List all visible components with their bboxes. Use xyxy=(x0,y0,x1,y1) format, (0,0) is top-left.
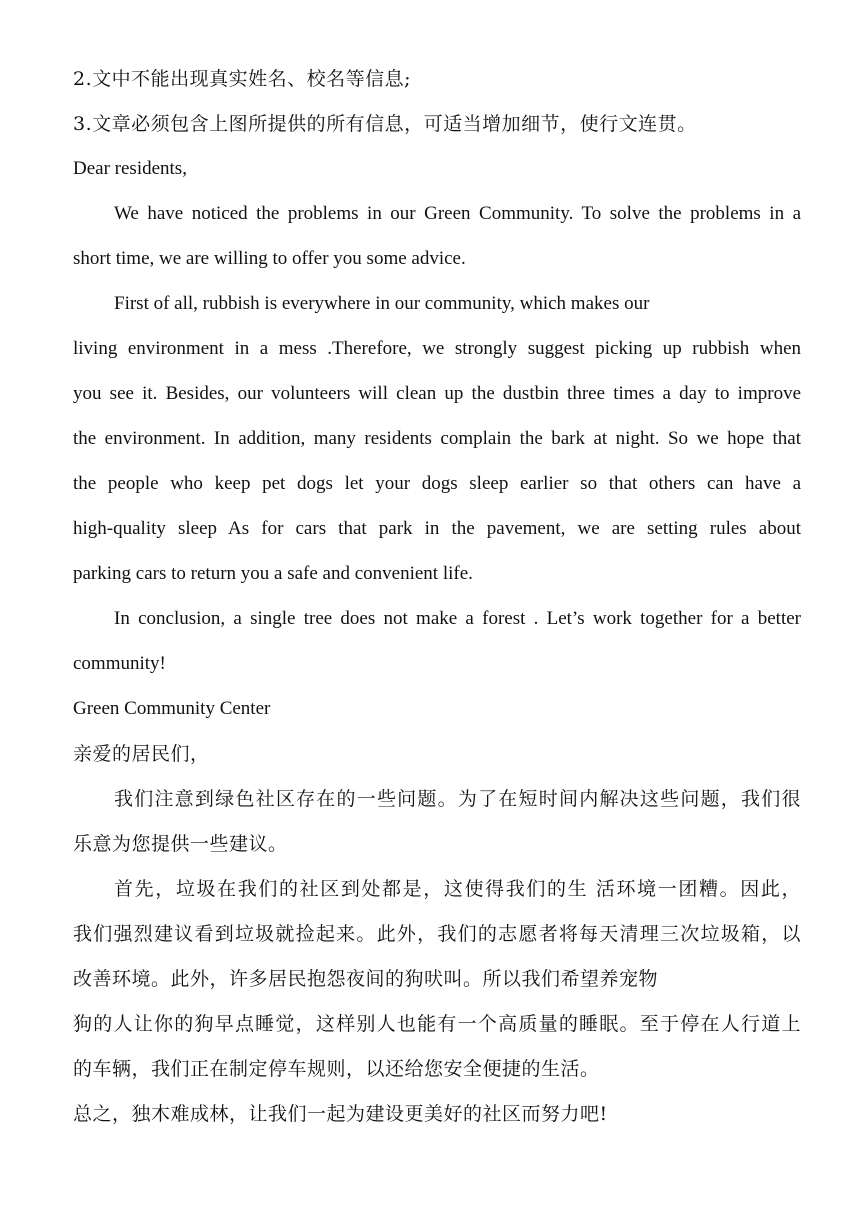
letter-en-line: high-quality sleep As for cars that park in the pavement, we are setting rules about xyxy=(73,518,801,539)
letter-signature-en: Green Community Center xyxy=(73,698,271,719)
letter-cn-line: 的车辆，我们正在制定停车规则，以还给您安全便捷的生活。 xyxy=(73,1058,600,1080)
instruction-item-3: 3.文章必须包含上图所提供的所有信息，可适当增加细节，使行文连贯。 xyxy=(73,113,697,135)
letter-en-line: the people who keep pet dogs let your dogs sleep earlier so that others can have a xyxy=(73,473,801,494)
letter-en-line: short time, we are willing to offer you some advice. xyxy=(73,248,466,269)
letter-cn-line: 改善环境。此外，许多居民抱怨夜间的狗吠叫。所以我们希望养宠物 xyxy=(73,968,659,990)
letter-en-line: the environment. In addition, many residents complain the bark at night. So we hope that xyxy=(73,428,801,449)
instruction-item-2: 2.文中不能出现真实姓名、校名等信息; xyxy=(73,68,412,90)
letter-salutation-cn: 亲爱的居民们， xyxy=(73,743,210,765)
letter-cn-line: 首先，垃圾在我们的社区到处都是，这使得我们的生 活环境一团糟。因此， xyxy=(114,878,801,900)
letter-cn-line: 乐意为您提供一些建议。 xyxy=(73,833,288,855)
letter-cn-line: 狗的人让你的狗早点睡觉，这样别人也能有一个高质量的睡眠。至于停在人行道上 xyxy=(73,1013,801,1035)
letter-en-line: community! xyxy=(73,653,166,674)
letter-en-line: We have noticed the problems in our Green Community. To solve the problems in a xyxy=(114,203,801,224)
letter-en-line: First of all, rubbish is everywhere in our community, which makes our xyxy=(114,293,650,314)
letter-en-line: you see it. Besides, our volunteers will clean up the dustbin three times a day to improve xyxy=(73,383,801,404)
letter-en-line: living environment in a mess .Therefore, we strongly suggest picking up rubbish when xyxy=(73,338,801,359)
letter-salutation-en: Dear residents, xyxy=(73,158,187,179)
letter-en-line: parking cars to return you a safe and convenient life. xyxy=(73,563,473,584)
letter-cn-line: 我们强烈建议看到垃圾就捡起来。此外，我们的志愿者将每天清理三次垃圾箱，以 xyxy=(73,923,801,945)
letter-cn-line: 总之，独木难成林，让我们一起为建设更美好的社区而努力吧! xyxy=(73,1103,608,1125)
letter-cn-line: 我们注意到绿色社区存在的一些问题。为了在短时间内解决这些问题，我们很 xyxy=(114,788,801,810)
letter-en-line: In conclusion, a single tree does not make a forest . Let’s work together for a better xyxy=(114,608,801,629)
